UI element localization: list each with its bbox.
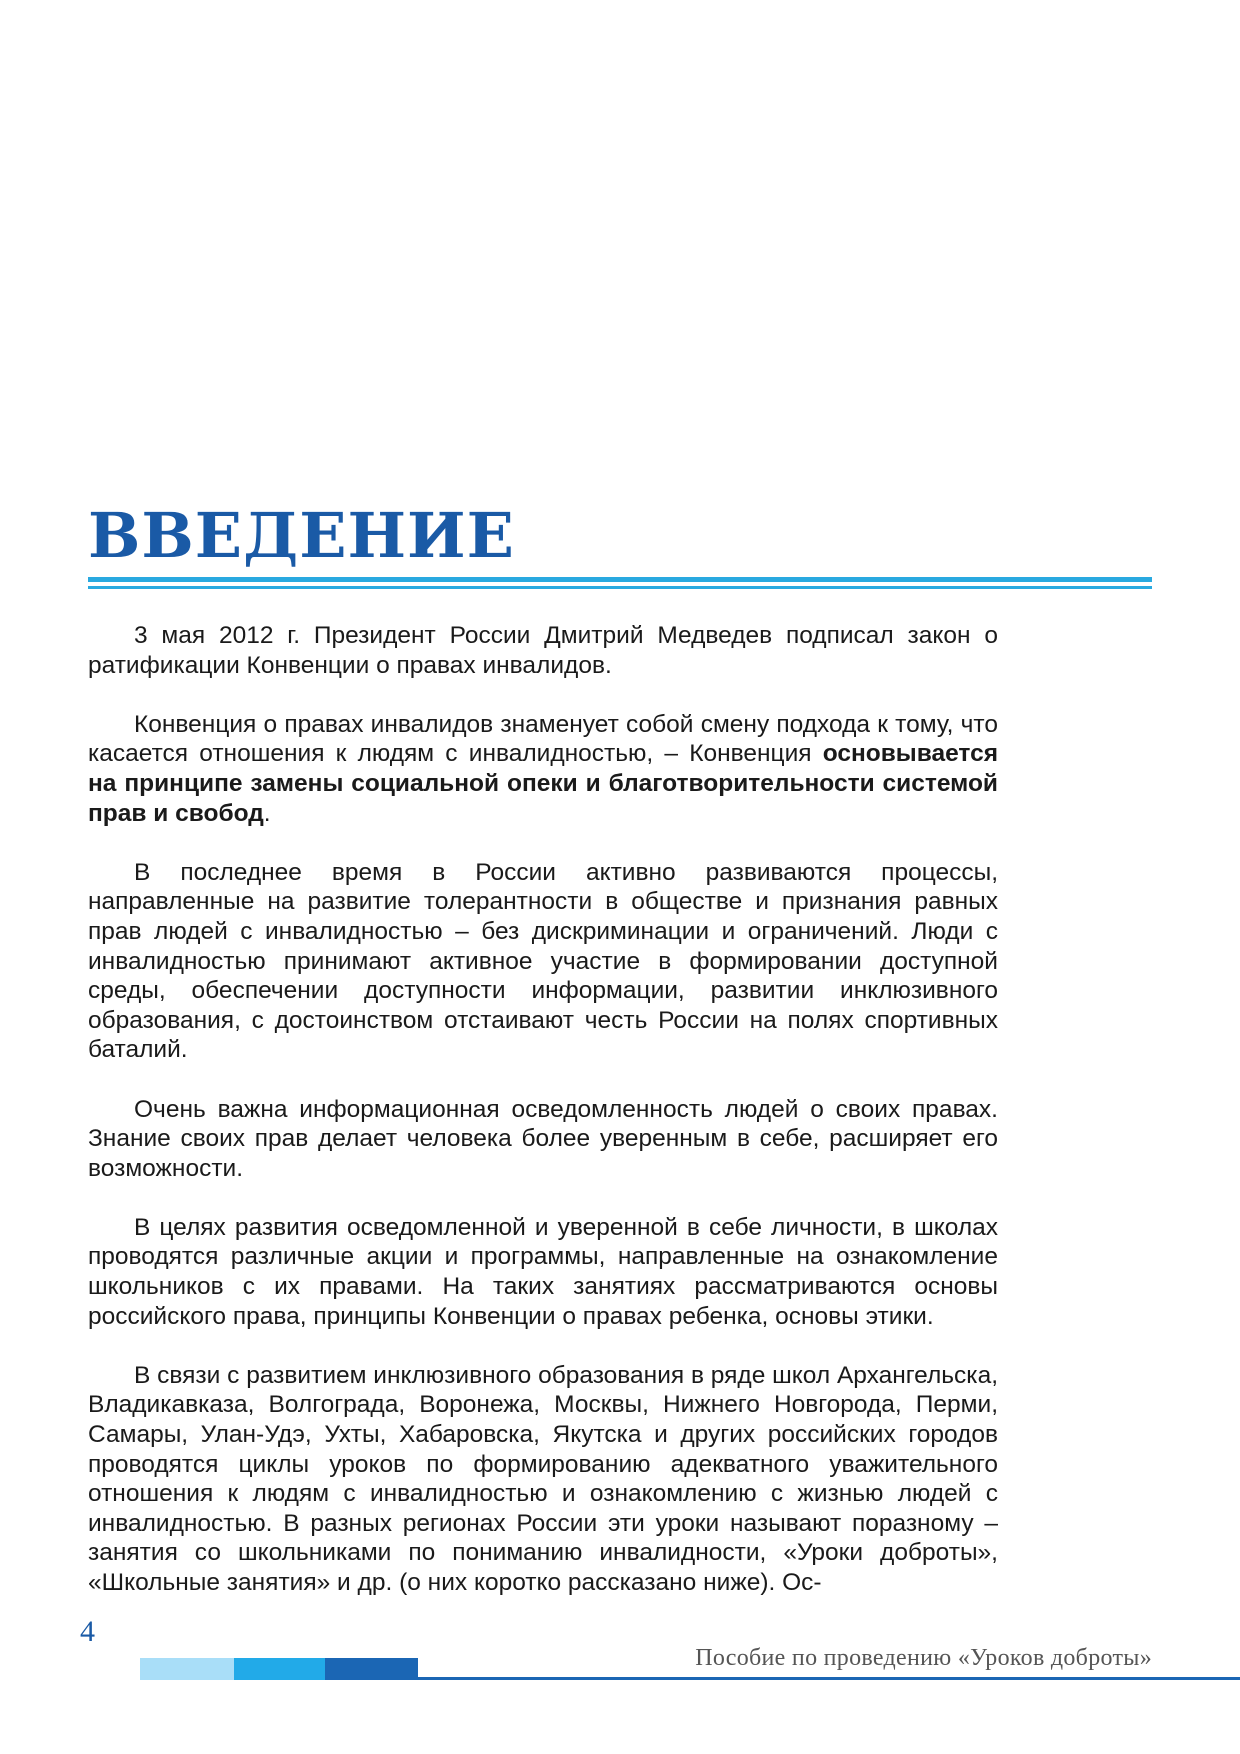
paragraph-6: В связи с развитием инклюзивного образования в ряде школ Архангельска, Владикавказа, Волгограда, Воронежа, Москвы, Нижнего Новгорода, Перми, Самары, Улан-Удэ, Ухты, Хабаровска, Якутска и других российских городов проводятся циклы уроков по формированию адекватного уважительного отношения к людям с инвалидностью и ознакомлению с жизнью людей с инвалидностью. В разных регионах России эти уроки называют поразному – занятия со школьниками по пониманию инвалидности, «Уроки доброты», «Школьные занятия» и др. (о них коротко рассказано ниже). Ос- (88, 1361, 998, 1596)
paragraph-2-end: . (263, 799, 271, 827)
heading-rule-top (88, 577, 1152, 582)
paragraph-2 (88, 710, 998, 828)
page-heading: ВВЕДЕНИЕ (88, 499, 515, 572)
paragraph-2-bold: основывается на принципе замены социальной опеки и благотворительности системой прав и свобод (88, 740, 998, 827)
footer-bar-dark (325, 1658, 418, 1680)
footer-line (418, 1677, 1240, 1680)
page-number: 4 (80, 1615, 95, 1648)
footer-title: Пособие по проведению «Уроков доброты» (695, 1645, 1152, 1671)
heading-rule-bottom (88, 586, 1152, 589)
paragraph-4: Очень важна информационная осведомленность людей о своих правах. Знание своих прав делает человека более уверенным в себе, расширяет его возможности. (88, 1095, 998, 1182)
paragraph-3: В последнее время в России активно развиваются процессы, направленные на развитие толерантности в обществе и признания равных прав людей с инвалидностью – без дискриминации и ограничений. Люди с инвалидностью принимают активное участие в формировании доступной среды, обеспечении доступности информации, развитии инклюзивного образования, с достоинством отстаивают честь России на полях спортивных баталий. (88, 858, 998, 1064)
footer-bar-light (140, 1658, 234, 1680)
footer-bar-mid (234, 1658, 325, 1680)
paragraph-1: 3 мая 2012 г. Президент России Дмитрий Медведев подписал закон о ратификации Конвенции о правах инвалидов. (88, 622, 998, 679)
paragraph-2-text: Конвенция о правах инвалидов знаменует собой смену подхода к тому, что касается отношения к людям с инвалидностью, – Конвенция (88, 710, 998, 768)
body-text (88, 621, 998, 1598)
paragraph-5: В целях развития осведомленной и уверенной в себе личности, в школах проводятся различные акции и программы, направленные на ознакомление школьников с их правами. На таких занятиях рассматриваются основы российского права, принципы Конвенции о правах ребенка, основы этики. (88, 1213, 998, 1330)
